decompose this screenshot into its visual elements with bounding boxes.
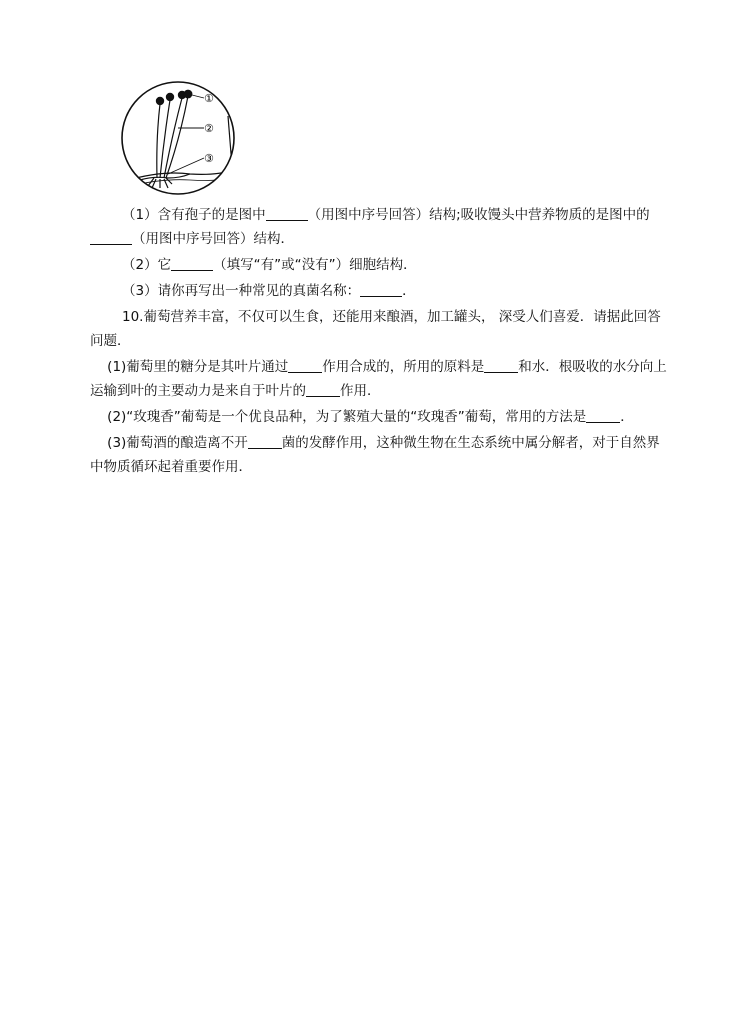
- q3-paragraph: （3）请你再写出一种常见的真菌名称： ．: [90, 279, 670, 303]
- q10-part3: (3)葡萄酒的酿造离不开 菌的发酵作用，这种微生物在生态系统中属分解者，对于自然界中物质循环起着重要作用．: [90, 431, 670, 479]
- q10-part1: (1)葡萄里的糖分是其叶片通过 作用合成的，所用的原料是 和水．根吸收的水分向上运输到叶的主要动力是来自于叶片的 作用．: [90, 355, 670, 403]
- mold-diagram: [120, 78, 240, 200]
- question-text: [90, 203, 670, 481]
- label-3: ③: [204, 152, 214, 165]
- answer-blank[interactable]: [306, 380, 340, 397]
- label-1: ①: [204, 92, 214, 105]
- answer-blank[interactable]: [586, 406, 620, 423]
- label-2: ②: [204, 122, 214, 135]
- answer-blank[interactable]: [90, 228, 132, 245]
- answer-blank[interactable]: [360, 280, 402, 297]
- answer-blank[interactable]: [288, 356, 322, 373]
- q10-intro: 10.葡萄营养丰富，不仅可以生食，还能用来酿酒，加工罐头， 深受人们喜爱．请据此回答问题．: [90, 309, 661, 349]
- q10-part2: (2)“玫瑰香”葡萄是一个优良品种，为了繁殖大量的“玫瑰香”葡萄，常用的方法是 ．: [90, 405, 670, 429]
- q1-paragraph: （1）含有孢子的是图中 （用图中序号回答）结构;吸收馒头中营养物质的是图中的（用图中序号回答）结构．: [90, 203, 670, 251]
- q2-paragraph: （2）它 （填写“有”或“没有”）细胞结构．: [90, 253, 670, 277]
- answer-blank[interactable]: [266, 204, 308, 221]
- answer-blank[interactable]: [248, 432, 282, 449]
- answer-blank[interactable]: [484, 356, 518, 373]
- answer-blank[interactable]: [171, 254, 213, 271]
